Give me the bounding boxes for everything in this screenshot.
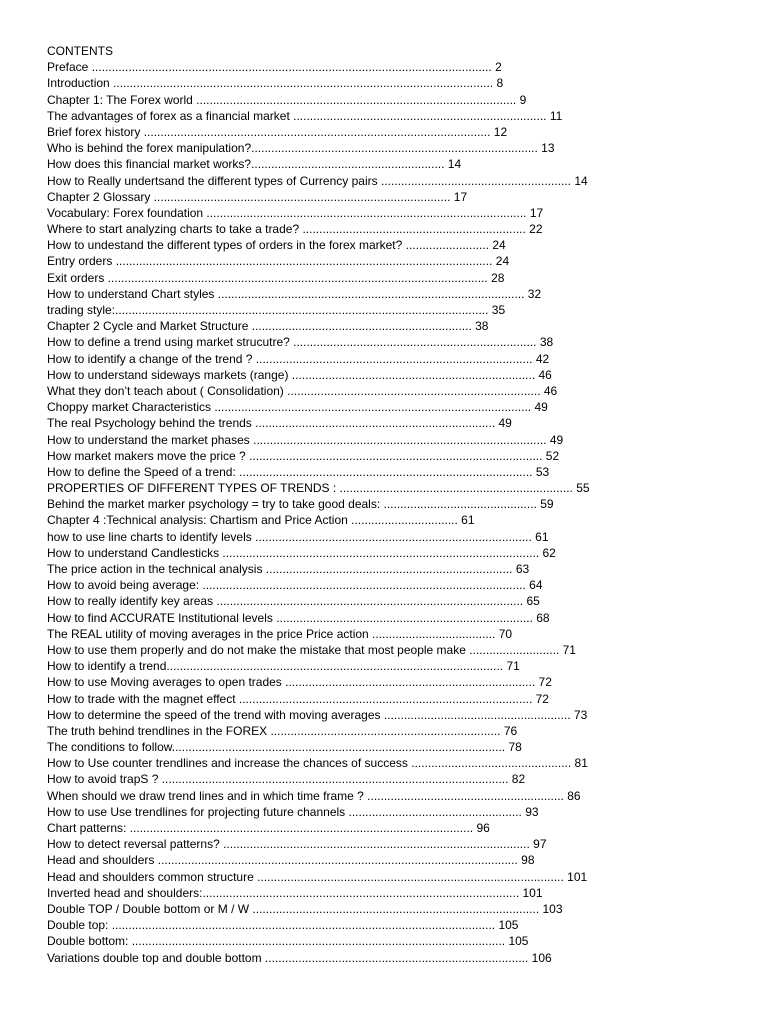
toc-entry: The REAL utility of moving averages in the price Price action ..................................... 70 <box>47 626 513 641</box>
toc-entry: Chapter 2 Glossary ......................................................................................... 17 <box>47 189 468 204</box>
toc-entry: The real Psychology behind the trends ........................................................................ 49 <box>47 416 512 431</box>
toc-entry: Preface ........................................................................................................................ 2 <box>47 60 502 75</box>
toc-entry: How market makers move the price ? ........................................................................................ 52 <box>47 448 560 463</box>
toc-entry: The conditions to follow.................................................................................................... 78 <box>47 740 522 755</box>
toc-entry: How to really identify key areas ............................................................................................ 65 <box>47 594 540 609</box>
toc-entry: What they don’t teach about ( Consolidation) ............................................................................ 46 <box>47 383 558 398</box>
toc-entry: How to understand the market phases ........................................................................................ 49 <box>47 432 564 447</box>
toc-entry: How to find ACCURATE Institutional levels ............................................................................. 68 <box>47 610 550 625</box>
toc-list <box>47 59 687 966</box>
toc-entry: Entry orders ................................................................................................................. 24 <box>47 254 510 269</box>
toc-entry: Double bottom: ................................................................................................................ 105 <box>47 934 529 949</box>
toc-entry: How to define the Speed of a trend: ........................................................................................ 53 <box>47 464 550 479</box>
toc-entry: How to understand sideways markets (range) ......................................................................... 46 <box>47 367 552 382</box>
toc-entry: How to detect reversal patterns? ............................................................................................ 97 <box>47 837 547 852</box>
toc-entry: Chapter 1: The Forex world ................................................................................................ 9 <box>47 92 527 107</box>
toc-entry: Who is behind the forex manipulation?...................................................................................... 13 <box>47 141 555 156</box>
toc-entry: Inverted head and shoulders:............................................................................................... 101 <box>47 885 543 900</box>
toc-entry: Variations double top and double bottom ............................................................................... 106 <box>47 950 552 965</box>
toc-entry: Exit orders .................................................................................................................. 28 <box>47 270 505 285</box>
toc-entry: how to use line charts to identify levels ................................................................................... 61 <box>47 529 549 544</box>
toc-entry: Vocabulary: Forex foundation ................................................................................................ 17 <box>47 205 544 220</box>
toc-entry: How to avoid trapS ? ........................................................................................................ 82 <box>47 772 526 787</box>
toc-entry: Introduction .................................................................................................................. 8 <box>47 76 504 91</box>
table-of-contents <box>47 43 687 966</box>
toc-entry: Choppy market Characteristics ............................................................................................... 49 <box>47 400 548 415</box>
toc-entry: How to use them properly and do not make the mistake that most people make ........................... 71 <box>47 642 576 657</box>
toc-entry: How to define a trend using market strucutre? ......................................................................... 38 <box>47 335 554 350</box>
toc-entry: How to understand Chart styles ............................................................................................ 32 <box>47 286 542 301</box>
toc-entry: Brief forex history ........................................................................................................ 12 <box>47 124 508 139</box>
toc-entry: Double TOP / Double bottom or M / W ...................................................................................... 103 <box>47 901 563 916</box>
toc-entry: The advantages of forex as a financial market ............................................................................ 11 <box>47 108 563 123</box>
toc-entry: How to Use counter trendlines and increase the chances of success ................................................ 81 <box>47 756 588 771</box>
toc-entry: The truth behind trendlines in the FOREX ..................................................................... 76 <box>47 723 518 738</box>
toc-entry: How to undestand the different types of orders in the forex market? ......................... 24 <box>47 238 506 253</box>
toc-entry: Where to start analyzing charts to take a trade? ................................................................... 22 <box>47 222 543 237</box>
toc-entry: Behind the market marker psychology = try to take good deals: .............................................. 59 <box>47 497 554 512</box>
toc-entry: How to identify a change of the trend ? ................................................................................... 42 <box>47 351 550 366</box>
toc-entry: Head and shoulders ............................................................................................................ 98 <box>47 853 535 868</box>
toc-entry: Chapter 4 :Technical analysis: Chartism and Price Action ................................ 61 <box>47 513 475 528</box>
toc-entry: How to use Use trendlines for projecting future channels .................................................... 93 <box>47 804 539 819</box>
toc-entry: Head and shoulders common structure ............................................................................................ 101 <box>47 869 588 884</box>
toc-entry: The price action in the technical analysis .......................................................................... 63 <box>47 562 530 576</box>
toc-entry: Chart patterns: ....................................................................................................... 96 <box>47 821 490 835</box>
toc-entry: trading style:................................................................................................................ 35 <box>47 303 506 317</box>
toc-entry: How to identify a trend..................................................................................................... 71 <box>47 659 520 674</box>
toc-entry: How to trade with the magnet effect ........................................................................................ 72 <box>47 691 549 706</box>
toc-entry: When should we draw trend lines and in which time frame ? ........................................................... 86 <box>47 788 581 803</box>
toc-entry: How to use Moving averages to open trades ........................................................................... 72 <box>47 675 552 690</box>
toc-entry: Double top: ................................................................................................................... 105 <box>47 918 519 933</box>
toc-entry: How to avoid being average: ................................................................................................. 64 <box>47 578 543 593</box>
toc-entry: How to determine the speed of the trend with moving averages ........................................................ 73 <box>47 707 588 722</box>
toc-entry: Chapter 2 Cycle and Market Structure .................................................................. 38 <box>47 319 489 334</box>
toc-entry: How to understand Candlesticks ............................................................................................... 62 <box>47 545 556 560</box>
toc-entry: How to Really undertsand the different types of Currency pairs ......................................................... 14 <box>47 173 588 188</box>
contents-heading: CONTENTS <box>47 44 113 58</box>
toc-entry: PROPERTIES OF DIFFERENT TYPES OF TRENDS : ...................................................................... 55 <box>47 481 590 496</box>
toc-entry: How does this financial market works?.......................................................... 14 <box>47 157 462 172</box>
